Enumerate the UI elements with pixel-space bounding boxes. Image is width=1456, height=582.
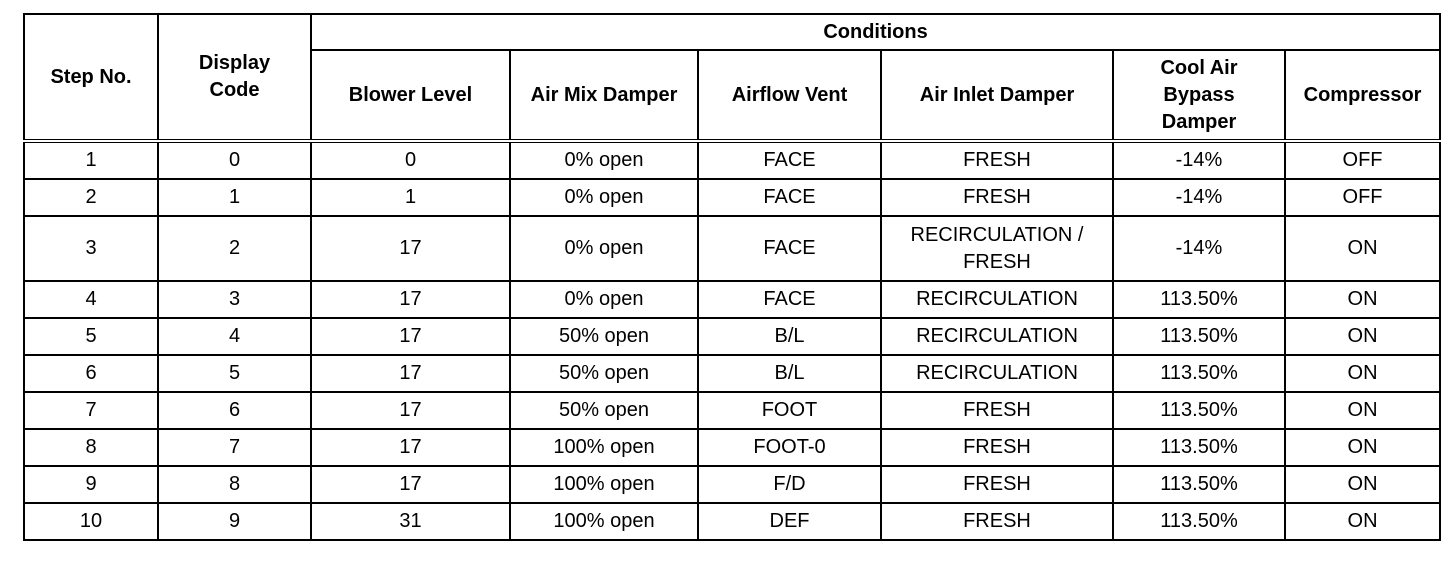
- cell-inlet: FRESH: [881, 179, 1113, 216]
- cell-code: 4: [158, 318, 311, 355]
- header-airflow-vent: Airflow Vent: [698, 50, 881, 141]
- cell-mix: 100% open: [510, 503, 698, 540]
- table-row: [24, 392, 1440, 429]
- cell-blower: 0: [311, 141, 510, 179]
- table-row: [24, 503, 1440, 540]
- cell-step: 3: [24, 216, 158, 281]
- table-row: [24, 429, 1440, 466]
- cell-vent: FACE: [698, 216, 881, 281]
- cell-blower: 17: [311, 281, 510, 318]
- cell-code: 3: [158, 281, 311, 318]
- header-display-code: Display Code: [158, 14, 311, 141]
- cell-bypass: 113.50%: [1113, 355, 1285, 392]
- cell-blower: 1: [311, 179, 510, 216]
- table-row: [24, 141, 1440, 179]
- cell-step: 9: [24, 466, 158, 503]
- cell-inlet: RECIRCULATION: [881, 355, 1113, 392]
- cell-mix: 100% open: [510, 466, 698, 503]
- cell-compressor: ON: [1285, 216, 1440, 281]
- cell-step: 2: [24, 179, 158, 216]
- cell-inlet: RECIRCULATION: [881, 318, 1113, 355]
- header-compressor: Compressor: [1285, 50, 1440, 141]
- cell-code: 7: [158, 429, 311, 466]
- cell-code: 5: [158, 355, 311, 392]
- cell-vent: B/L: [698, 318, 881, 355]
- cell-compressor: ON: [1285, 318, 1440, 355]
- cell-blower: 17: [311, 392, 510, 429]
- cell-step: 6: [24, 355, 158, 392]
- cell-mix: 0% open: [510, 179, 698, 216]
- cell-inlet: FRESH: [881, 466, 1113, 503]
- cell-compressor: ON: [1285, 355, 1440, 392]
- header-conditions: Conditions: [311, 14, 1440, 50]
- cell-inlet: RECIRCULATION: [881, 281, 1113, 318]
- cell-mix: 50% open: [510, 392, 698, 429]
- cell-bypass: 113.50%: [1113, 503, 1285, 540]
- cell-vent: FOOT-0: [698, 429, 881, 466]
- cell-blower: 17: [311, 429, 510, 466]
- cell-vent: FOOT: [698, 392, 881, 429]
- cell-code: 1: [158, 179, 311, 216]
- cell-inlet: RECIRCULATION / FRESH: [881, 216, 1113, 281]
- cell-blower: 17: [311, 466, 510, 503]
- cell-vent: DEF: [698, 503, 881, 540]
- cell-blower: 17: [311, 216, 510, 281]
- cell-mix: 0% open: [510, 281, 698, 318]
- cell-vent: FACE: [698, 179, 881, 216]
- cell-compressor: OFF: [1285, 179, 1440, 216]
- cell-vent: F/D: [698, 466, 881, 503]
- cell-vent: FACE: [698, 281, 881, 318]
- cell-step: 7: [24, 392, 158, 429]
- cell-code: 0: [158, 141, 311, 179]
- table-row: [24, 466, 1440, 503]
- header-air-inlet-damper: Air Inlet Damper: [881, 50, 1113, 141]
- cell-code: 8: [158, 466, 311, 503]
- cell-bypass: 113.50%: [1113, 318, 1285, 355]
- cell-inlet: FRESH: [881, 503, 1113, 540]
- cell-bypass: 113.50%: [1113, 429, 1285, 466]
- cell-step: 10: [24, 503, 158, 540]
- cell-inlet: FRESH: [881, 429, 1113, 466]
- cell-vent: B/L: [698, 355, 881, 392]
- cell-compressor: ON: [1285, 392, 1440, 429]
- cell-step: 5: [24, 318, 158, 355]
- cell-blower: 17: [311, 355, 510, 392]
- cell-vent: FACE: [698, 141, 881, 179]
- cell-compressor: ON: [1285, 466, 1440, 503]
- cell-mix: 50% open: [510, 355, 698, 392]
- cell-blower: 17: [311, 318, 510, 355]
- cell-bypass: 113.50%: [1113, 281, 1285, 318]
- cell-bypass: -14%: [1113, 141, 1285, 179]
- cell-bypass: 113.50%: [1113, 466, 1285, 503]
- conditions-table: [23, 13, 1441, 541]
- cell-code: 2: [158, 216, 311, 281]
- cell-compressor: ON: [1285, 281, 1440, 318]
- cell-bypass: -14%: [1113, 216, 1285, 281]
- cell-code: 6: [158, 392, 311, 429]
- cell-inlet: FRESH: [881, 141, 1113, 179]
- cell-inlet: FRESH: [881, 392, 1113, 429]
- cell-blower: 31: [311, 503, 510, 540]
- header-cool-air-bypass-damper: Cool Air Bypass Damper: [1113, 50, 1285, 141]
- cell-step: 8: [24, 429, 158, 466]
- table-row: [24, 281, 1440, 318]
- cell-mix: 0% open: [510, 141, 698, 179]
- header-blower-level: Blower Level: [311, 50, 510, 141]
- cell-bypass: 113.50%: [1113, 392, 1285, 429]
- table-row: [24, 216, 1440, 281]
- cell-mix: 50% open: [510, 318, 698, 355]
- table-row: [24, 355, 1440, 392]
- table-row: [24, 318, 1440, 355]
- cell-compressor: ON: [1285, 503, 1440, 540]
- cell-code: 9: [158, 503, 311, 540]
- cell-step: 4: [24, 281, 158, 318]
- table-row: [24, 179, 1440, 216]
- cell-compressor: OFF: [1285, 141, 1440, 179]
- cell-bypass: -14%: [1113, 179, 1285, 216]
- cell-compressor: ON: [1285, 429, 1440, 466]
- header-air-mix-damper: Air Mix Damper: [510, 50, 698, 141]
- cell-mix: 100% open: [510, 429, 698, 466]
- header-step-no: Step No.: [24, 14, 158, 141]
- cell-mix: 0% open: [510, 216, 698, 281]
- cell-step: 1: [24, 141, 158, 179]
